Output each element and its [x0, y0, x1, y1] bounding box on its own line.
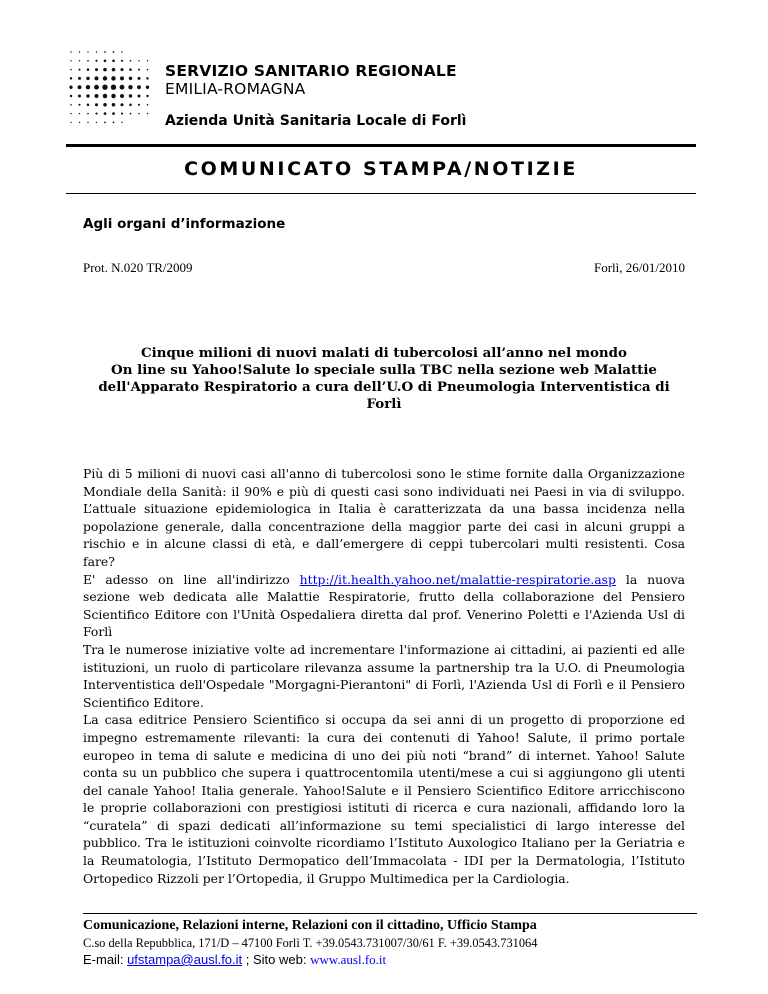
- body-paragraph-3: Tra le numerose iniziative volte ad incrementare l'informazione ai cittadini, ai pazienti ed alle istituzioni, un ruolo di particolare rilevanza assume la partnership tra la U.O. di Pneumologia Interventistica dell'Ospedale "Morgagni-Pierantoni" di Forlì, l'Azienda Usl di Forlì e il Pensiero Scientifico Editore.: [83, 641, 685, 710]
- body-paragraph-1: Più di 5 milioni di nuovi casi all'anno di tubercolosi sono le stime fornite dalla Organizzazione Mondiale della Sanità: il 90% e più di questi casi sono individuati nei Paesi in via di sviluppo. L’attuale situazione epidemiologica in Italia è caratterizzata da una bassa incidenza nella popolazione generale, dalla concentrazione della maggior parte dei casi in alcuni gruppi a rischio e in alcune classi di età, e dall’emergere di ceppi tubercolari multi resistenti. Cosa fare?: [83, 466, 685, 569]
- footer-office: Comunicazione, Relazioni interne, Relazioni con il cittadino, Ufficio Stampa: [83, 918, 537, 933]
- article-body: [83, 465, 685, 887]
- email-label: E-mail:: [83, 952, 128, 967]
- headline-line2: On line su Yahoo!Salute lo speciale sulla TBC nella sezione web Malattie dell'Apparato Respiratorio a cura dell’U.O di Pneumologia Interventistica di Forlì: [98, 362, 670, 412]
- body-paragraph-2: [83, 571, 685, 641]
- org-name-line1: SERVIZIO SANITARIO REGIONALE: [165, 62, 457, 80]
- body-p2-text-before: E' adesso on line all'indirizzo: [83, 571, 300, 587]
- dot-grid-logo-icon: [66, 48, 156, 128]
- recipients-line: Agli organi d’informazione: [83, 216, 286, 232]
- header-divider-thin: [66, 193, 696, 194]
- footer-divider: [83, 913, 697, 914]
- footer-address: C.so della Repubblica, 171/D – 47100 Forlì T. +39.0543.731007/30/61 F. +39.0543.731064: [83, 936, 538, 950]
- yahoo-health-link[interactable]: http://it.health.yahoo.net/malattie-respiratorie.asp: [299, 571, 616, 587]
- document-title: COMUNICATO STAMPA/NOTIZIE: [184, 158, 578, 180]
- org-name-line3: Azienda Unità Sanitaria Locale di Forlì: [165, 113, 467, 129]
- footer-contacts: [83, 951, 537, 969]
- document-date: Forlì, 26/01/2010: [593, 260, 685, 275]
- headline-line1: Cinque milioni di nuovi malati di tubercolosi all’anno nel mondo: [141, 345, 627, 361]
- body-p2-text-after: la nuova sezione web dedicata alle Malattie Respiratorie, frutto della collaborazione del Pensiero Scientifico Editore con l'Unità Ospedaliera diretta dal prof. Venerino Poletti e l'Azienda Usl di Forlì: [83, 571, 685, 640]
- footer: [83, 917, 537, 969]
- website-link[interactable]: www.ausl.fo.it: [310, 952, 387, 967]
- body-paragraph-4: La casa editrice Pensiero Scientifico si occupa da sei anni di un progetto di proporzione ed impegno estremamente rilevanti: la cura dei contenuti di Yahoo! Salute, il primo portale europeo in tema di salute e medicina di uno dei più noti “brand” di internet. Yahoo! Salute conta su un pubblico che supera i quattrocentomila utenti/mese a cui si aggiungono gli utenti del canale Yahoo! Italia generale. Yahoo!Salute e il Pensiero Scientifico Editore arricchiscono le proprie collaborazioni con prestigiosi istituti di ricerca e cura nazionali, affidando loro la “curatela” di spazi dedicati all’informazione su temi specialistici di largo interesse del pubblico. Tra le istituzioni coinvolte ricordiamo l’Istituto Auxologico Italiano per la Geriatria e la Reumatologia, l’Istituto Dermopatico dell’Immacolata - IDI per la Dermatologia, l’Istituto Ortopedico Rizzoli per l’Ortopedia, il Gruppo Multimedica per la Cardiologia.: [83, 712, 685, 886]
- website-label: ; Sito web:: [242, 952, 311, 967]
- email-link[interactable]: ufstampa@ausl.fo.it: [127, 952, 243, 967]
- headline: [83, 345, 685, 413]
- organization-header: [165, 62, 466, 130]
- header-divider-thick: [66, 144, 696, 147]
- org-name-line2: EMILIA-ROMAGNA: [165, 80, 306, 98]
- protocol-number: Prot. N.020 TR/2009: [83, 260, 193, 275]
